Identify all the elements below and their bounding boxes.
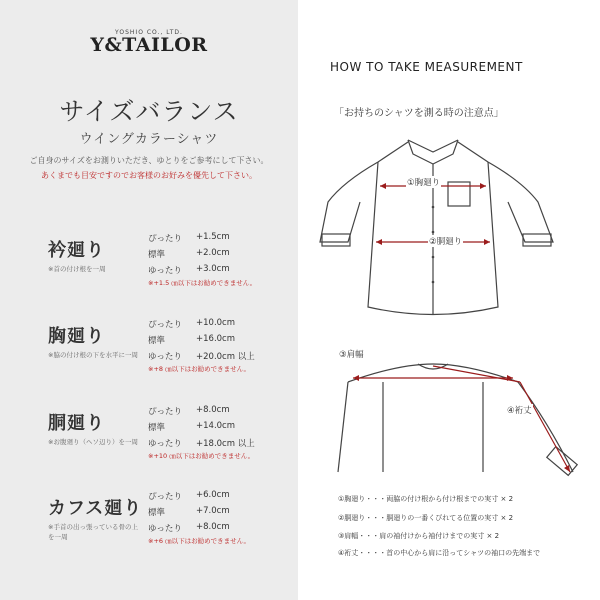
allowance-value: +14.0cm bbox=[196, 421, 236, 431]
allowance-row bbox=[148, 405, 298, 421]
allowance-row bbox=[148, 334, 298, 350]
fit-label: ゆったり bbox=[148, 352, 182, 362]
warning-note: ※+8 ㎝以下はお勧めできません。 bbox=[148, 365, 250, 373]
legend-waist: ②胴廻り・・・胴廻りの一番くびれてる位置の実寸 × 2 bbox=[338, 514, 514, 522]
allowance-table bbox=[148, 318, 298, 373]
allowance-value: +6.0cm bbox=[196, 490, 230, 500]
allowance-value: +8.0cm bbox=[196, 522, 230, 532]
section-waist bbox=[0, 405, 298, 489]
section-description: ※お腹廻り（ヘソ辺り）を一周 bbox=[48, 438, 138, 446]
waist-label: ②胴廻り bbox=[429, 237, 463, 247]
legend-sleeve: ④裄丈・・・・首の中心から肩に沿ってシャツの袖口の先端まで bbox=[338, 549, 541, 557]
allowance-value: +18.0cm 以上 bbox=[196, 439, 255, 449]
allowance-value: +20.0cm 以上 bbox=[196, 352, 255, 362]
fit-label: 標準 bbox=[148, 423, 166, 433]
legend-shoulder: ③肩幅・・・肩の袖付けから袖付けまでの実寸 × 2 bbox=[338, 532, 500, 540]
measurement-guide-panel bbox=[298, 0, 600, 600]
warning-note: ※+1.5 ㎝以下はお勧めできません。 bbox=[148, 279, 257, 287]
priority-note: あくまでも目安ですのでお客様のお好みを優先して下さい。 bbox=[41, 171, 257, 180]
intro-note: ご自身のサイズをお測りいただき、ゆとりをご参考にして下さい。 bbox=[29, 156, 269, 165]
fit-label: ゆったり bbox=[148, 266, 182, 276]
allowance-table bbox=[148, 490, 298, 545]
allowance-row bbox=[148, 437, 298, 453]
fit-label: ゆったり bbox=[148, 524, 182, 534]
fit-label: ゆったり bbox=[148, 439, 182, 449]
allowance-row bbox=[148, 506, 298, 522]
page-subtitle: ウイングカラーシャツ bbox=[79, 132, 219, 147]
fit-label: 標準 bbox=[148, 508, 166, 518]
guide-notice: 「お持ちのシャツを測る時の注意点」 bbox=[334, 108, 504, 119]
allowance-value: +8.0cm bbox=[196, 405, 230, 415]
allowance-value: +1.5cm bbox=[196, 232, 230, 242]
legend-chest: ①胸廻り・・・両脇の付け根から付け根までの実寸 × 2 bbox=[338, 495, 514, 503]
allowance-row bbox=[148, 318, 298, 334]
section-description: ※首の付け根を一周 bbox=[48, 265, 106, 273]
allowance-row bbox=[148, 350, 298, 366]
warning-note: ※+10 ㎝以下はお勧めできません。 bbox=[148, 452, 255, 460]
size-balance-panel bbox=[0, 0, 298, 600]
section-cuffs bbox=[0, 490, 298, 574]
allowance-row bbox=[148, 490, 298, 506]
shoulder-label: ③肩幅 bbox=[339, 350, 364, 360]
allowance-row bbox=[148, 421, 298, 437]
sleeve-label: ④裄丈 bbox=[507, 406, 532, 416]
fit-label: 標準 bbox=[148, 336, 166, 346]
section-title: 胴廻り bbox=[48, 413, 105, 434]
chest-label: ①胸廻り bbox=[407, 178, 441, 188]
section-collar bbox=[0, 232, 298, 316]
shirt-shoulder-illustration bbox=[308, 352, 598, 482]
warning-note: ※+6 ㎝以下はお勧めできません。 bbox=[148, 537, 250, 545]
section-title: 胸廻り bbox=[48, 326, 105, 347]
fit-label: ぴったり bbox=[148, 320, 183, 330]
allowance-row bbox=[148, 232, 298, 248]
allowance-value: +7.0cm bbox=[196, 506, 230, 516]
allowance-row bbox=[148, 522, 298, 538]
allowance-value: +2.0cm bbox=[196, 248, 230, 258]
section-title: 衿廻り bbox=[48, 240, 105, 261]
allowance-value: +3.0cm bbox=[196, 264, 230, 274]
fit-label: ぴったり bbox=[148, 234, 183, 244]
guide-heading: HOW TO TAKE MEASUREMENT bbox=[330, 60, 523, 74]
section-description: ※脇の付け根の下を水平に一周 bbox=[48, 351, 138, 359]
section-title: カフス廻り bbox=[48, 498, 143, 519]
section-description: ※手首の出っ張っている骨の上を一周 bbox=[48, 523, 138, 541]
allowance-row bbox=[148, 264, 298, 280]
allowance-row bbox=[148, 248, 298, 264]
allowance-table bbox=[148, 405, 298, 460]
allowance-table bbox=[148, 232, 298, 287]
fit-label: ぴったり bbox=[148, 492, 183, 502]
company-name: YOSHIO CO., LTD. bbox=[115, 29, 183, 36]
allowance-value: +10.0cm bbox=[196, 318, 236, 328]
allowance-value: +16.0cm bbox=[196, 334, 236, 344]
brand-logo: Y&TAILOR bbox=[90, 34, 208, 56]
fit-label: 標準 bbox=[148, 250, 166, 260]
page-title: サイズバランス bbox=[59, 97, 239, 126]
section-chest bbox=[0, 318, 298, 402]
fit-label: ぴったり bbox=[148, 407, 183, 417]
shirt-front-illustration bbox=[308, 122, 598, 332]
